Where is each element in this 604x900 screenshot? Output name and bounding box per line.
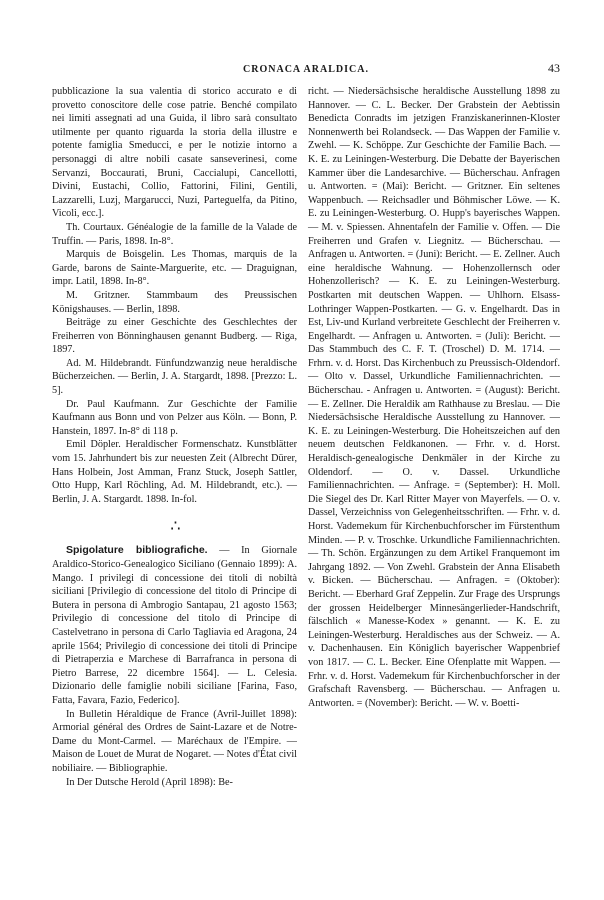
bibliography-entry: Emil Döpler. Heraldischer Formenschatz. Kunstblätter vom 15. Jahrhundert bis zur neuesten Zeit (Albrecht Dürer, Hans Holbein, Jost Amman, Franz Stuck, Joseph Sattler, Otto Hupp, Karl Röchling, Ad. M. Hildebrandt, etc.). — Berlin, J. A. Stargardt. 1898. In-fol. — [52, 439, 297, 505]
paragraph: In Bulletin Héraldique de France (Avril-Juillet 1898): Armorial général des Ordres de Saint-Lazare et de Notre-Dame du Mont-Carmel. — Maréchaux de l'Empire. — Maison de Louet de Murat de Nogaret. — Notes d'État civil nobiliaire. — Bibliographie. — [52, 708, 297, 774]
running-header — [52, 61, 560, 80]
section-heading: Spigolature bibliografiche. — [66, 544, 208, 557]
running-title: CRONACA ARALDICA. — [243, 64, 369, 75]
paragraph — [52, 544, 297, 707]
bibliography-entry: M. Gritzner. Stammbaum des Preussischen Königshauses. — Berlin, 1898. — [52, 289, 297, 315]
paragraph-text: — In Giornale Araldico-Storico-Genealogico Siciliano (Gennaio 1899): A. Mango. I privilegi di concessione dei titoli di nobiltà siciliani [Privilegio di concessione del titolo di Principe di Butera in persona di Ambrogio Santapau, 21 agosto 1563; Privilegio di concessione del titolo di Principe di Castelvetrano in persona di Carlo Tagliavia ed Aragona, 24 aprile 1564; Privilegio di concessione dei titoli di Principe di Pietraperzia e Marchese di Barrafranca in persona di Pietro Barrese, 22 dicembre 1564]. — L. Celesia. Dizionario delle famiglie nobili siciliane [Farina, Faso, Fatta, Favara, Fazio, Federico]. — [52, 545, 297, 706]
section-separator: ∴ — [170, 518, 179, 536]
left-column — [52, 85, 297, 789]
bibliography-entry: Marquis de Boisgelin. Les Thomas, marquis de la Garde, barons de Sainte-Marguerite, etc. — Draguignan, impr. Latil, 1898. In-8°. — [52, 249, 297, 288]
bibliography-entry: Beiträge zu einer Geschichte des Geschlechtes der Freiherren von Bönninghausen genannt Budberg. — Riga, 1897. — [52, 317, 297, 356]
paragraph: In Der Dutsche Herold (April 1898): Be- — [66, 776, 233, 788]
paragraph: richt. — Niedersächsische heraldische Ausstellung 1898 zu Hannover. — C. L. Becker. Der Grabstein der Aebtissin Benedicta Conradts im jetzigen Franziskanerinnen-Kloster Nonnenwerth bei Rolandseck. — Das Wappen der Familie v. Zwehl. — K. Schöppe. Zur Geschichte der Familie Bach. — K. E. zu Leiningen-Westerburg. Die Debatte der Bayerischen Kammer über die Landesarchive. — Bücherschau. Anfragen u. Antworten. = (Mai): Bericht. — Gritzner. Ein seltenes Wappenbuch. — Reichsadler und Böhmischer Löwe. — K. E. zu Leiningen-Westerburg. O. Hupp's bayerisches Wappen. — M. v. Spiessen. Ahnentafeln der Familie v. Offen. — Die Freiherren und Grafen v. Liegnitz. — Bücherschau. — Anfragen u. Antworten. = (Juni): Bericht. — E. Zellner. Auch eine heraldische Wahnung. — Hohenzollernsch oder Hohenzollerisch? — K. E. zu Leiningen-Westerburg. Postkarten mit deutschen Wappen. — Uhlhorn. Elsass-Lothringer Wappen-Postkarten. — G. v. Engelhardt. Das in Est, Liv-und Kurland verbreitete Geschlecht der Freiherren v. Engelhardt. — Anfragen u. Antworten. = (Juli): Bericht. — Das Stammbuch des C. F. T. (Troschel) D. M. 1714. — Frhrn. v. d. Horst. Das Kirchenbuch zu Preussisch-Oldendorf. — Olto v. Dassel, Urkundliche Familiennachrichten. — Bücherschau. - Anfragen u. Antworten. = (August): Bericht. — E. Zellner. Die Heraldik am Rathhause zu Breslau. — Die Niedersächsische Heraldische Ausstellung zu Hannover. — K. E. zu Leiningen-Westerburg. Die Hoheitszeichen auf den neuem deutschen Feldkanonen. — Frhr. v. d. Horst. Heraldisch-genealogische Denkmäler in der Kirche zu Oldendorf. — O. v. Dassel. Urkundliche Familiennachrichten. — Anfrage. = (September): H. Moll. Die Siegel des Dr. Karl Ritter Mayer von Mayerfels. — O. v. Dassel, Verzeichniss von Gelegenheitsschriften. — Frhr. v. d. Horst. Vademekum für Kirchenbuchforscher im Fürstenthum Minden. — P. v. Troschke. Urkundliche Familiennachrichten. — Th. Schön. Ergänzungen zu dem Artikel Franquemont im Jahrgang 1892. — Von Zwehl. Grabstein der Anna Elisabeth v. Bicken. — Bücherschau. — Anfragen. = (Oktober): Bericht. — Eberhard Graf Zeppelin. Zur Frage des Ursprungs der grossen Heidelberger Minnesängerlieder-Handschrift, fälschlich « Manesse-Kodex » genannt. — K. E. zu Leiningen-Westerburg. Heraldisches aus der Schweiz. — A. v. Dachenhausen. Ein Königlich bayerischer Wappenbrief von 1817. — C. L. Becker. Eine Ofenplatte mit Wappen. — Frhr. v. d. Horst. Vademekum für Kirchenbuchforscher in der Grafschaft Ravensberg. — Bücherschau. — Anfragen u. Antworten. = (November): Bericht. — W. v. Boetti- — [308, 86, 560, 709]
bibliography-entry: Dr. Paul Kaufmann. Zur Geschichte der Familie Kaufmann aus Bonn und von Pelzer aus Köln. — Bonn, P. Hanstein, 1897. In-8° di 118 p. — [52, 398, 297, 437]
bibliography-entry: Th. Courtaux. Généalogie de la famille de la Valade de Truffin. — Paris, 1898. In-8°. — [52, 221, 297, 247]
bibliography-entry: Ad. M. Hildebrandt. Fünfundzwanzig neue heraldische Bücherzeichen. — Berlin, J. A. Stargardt, 1898. [Prezzo: L. 5]. — [52, 357, 297, 397]
right-column — [308, 85, 560, 710]
paragraph: pubblicazione la sua valentia di storico accurato e di provetto conoscitore delle cose patrie. Benché compilato nei limiti assegnati ad una Guida, il libro sarà consultato utilmente per quanto riguarda la storia della illustre e potente famiglia Smeducci, e per le notizie intorno a personaggi di altre nobili casate sanseverinesi, come Servanzi, Boccaurati, Bruni, Caccialupi, Cancellotti, Divini, Eustachi, Collio, Fattorini, Filini, Gentili, Lazzarelli, Luzj, Margarucci, Nuzi, Parteguelfa, da Pitino, Vicoli, ecc.]. — [52, 86, 297, 220]
page-number: 43 — [548, 61, 560, 75]
